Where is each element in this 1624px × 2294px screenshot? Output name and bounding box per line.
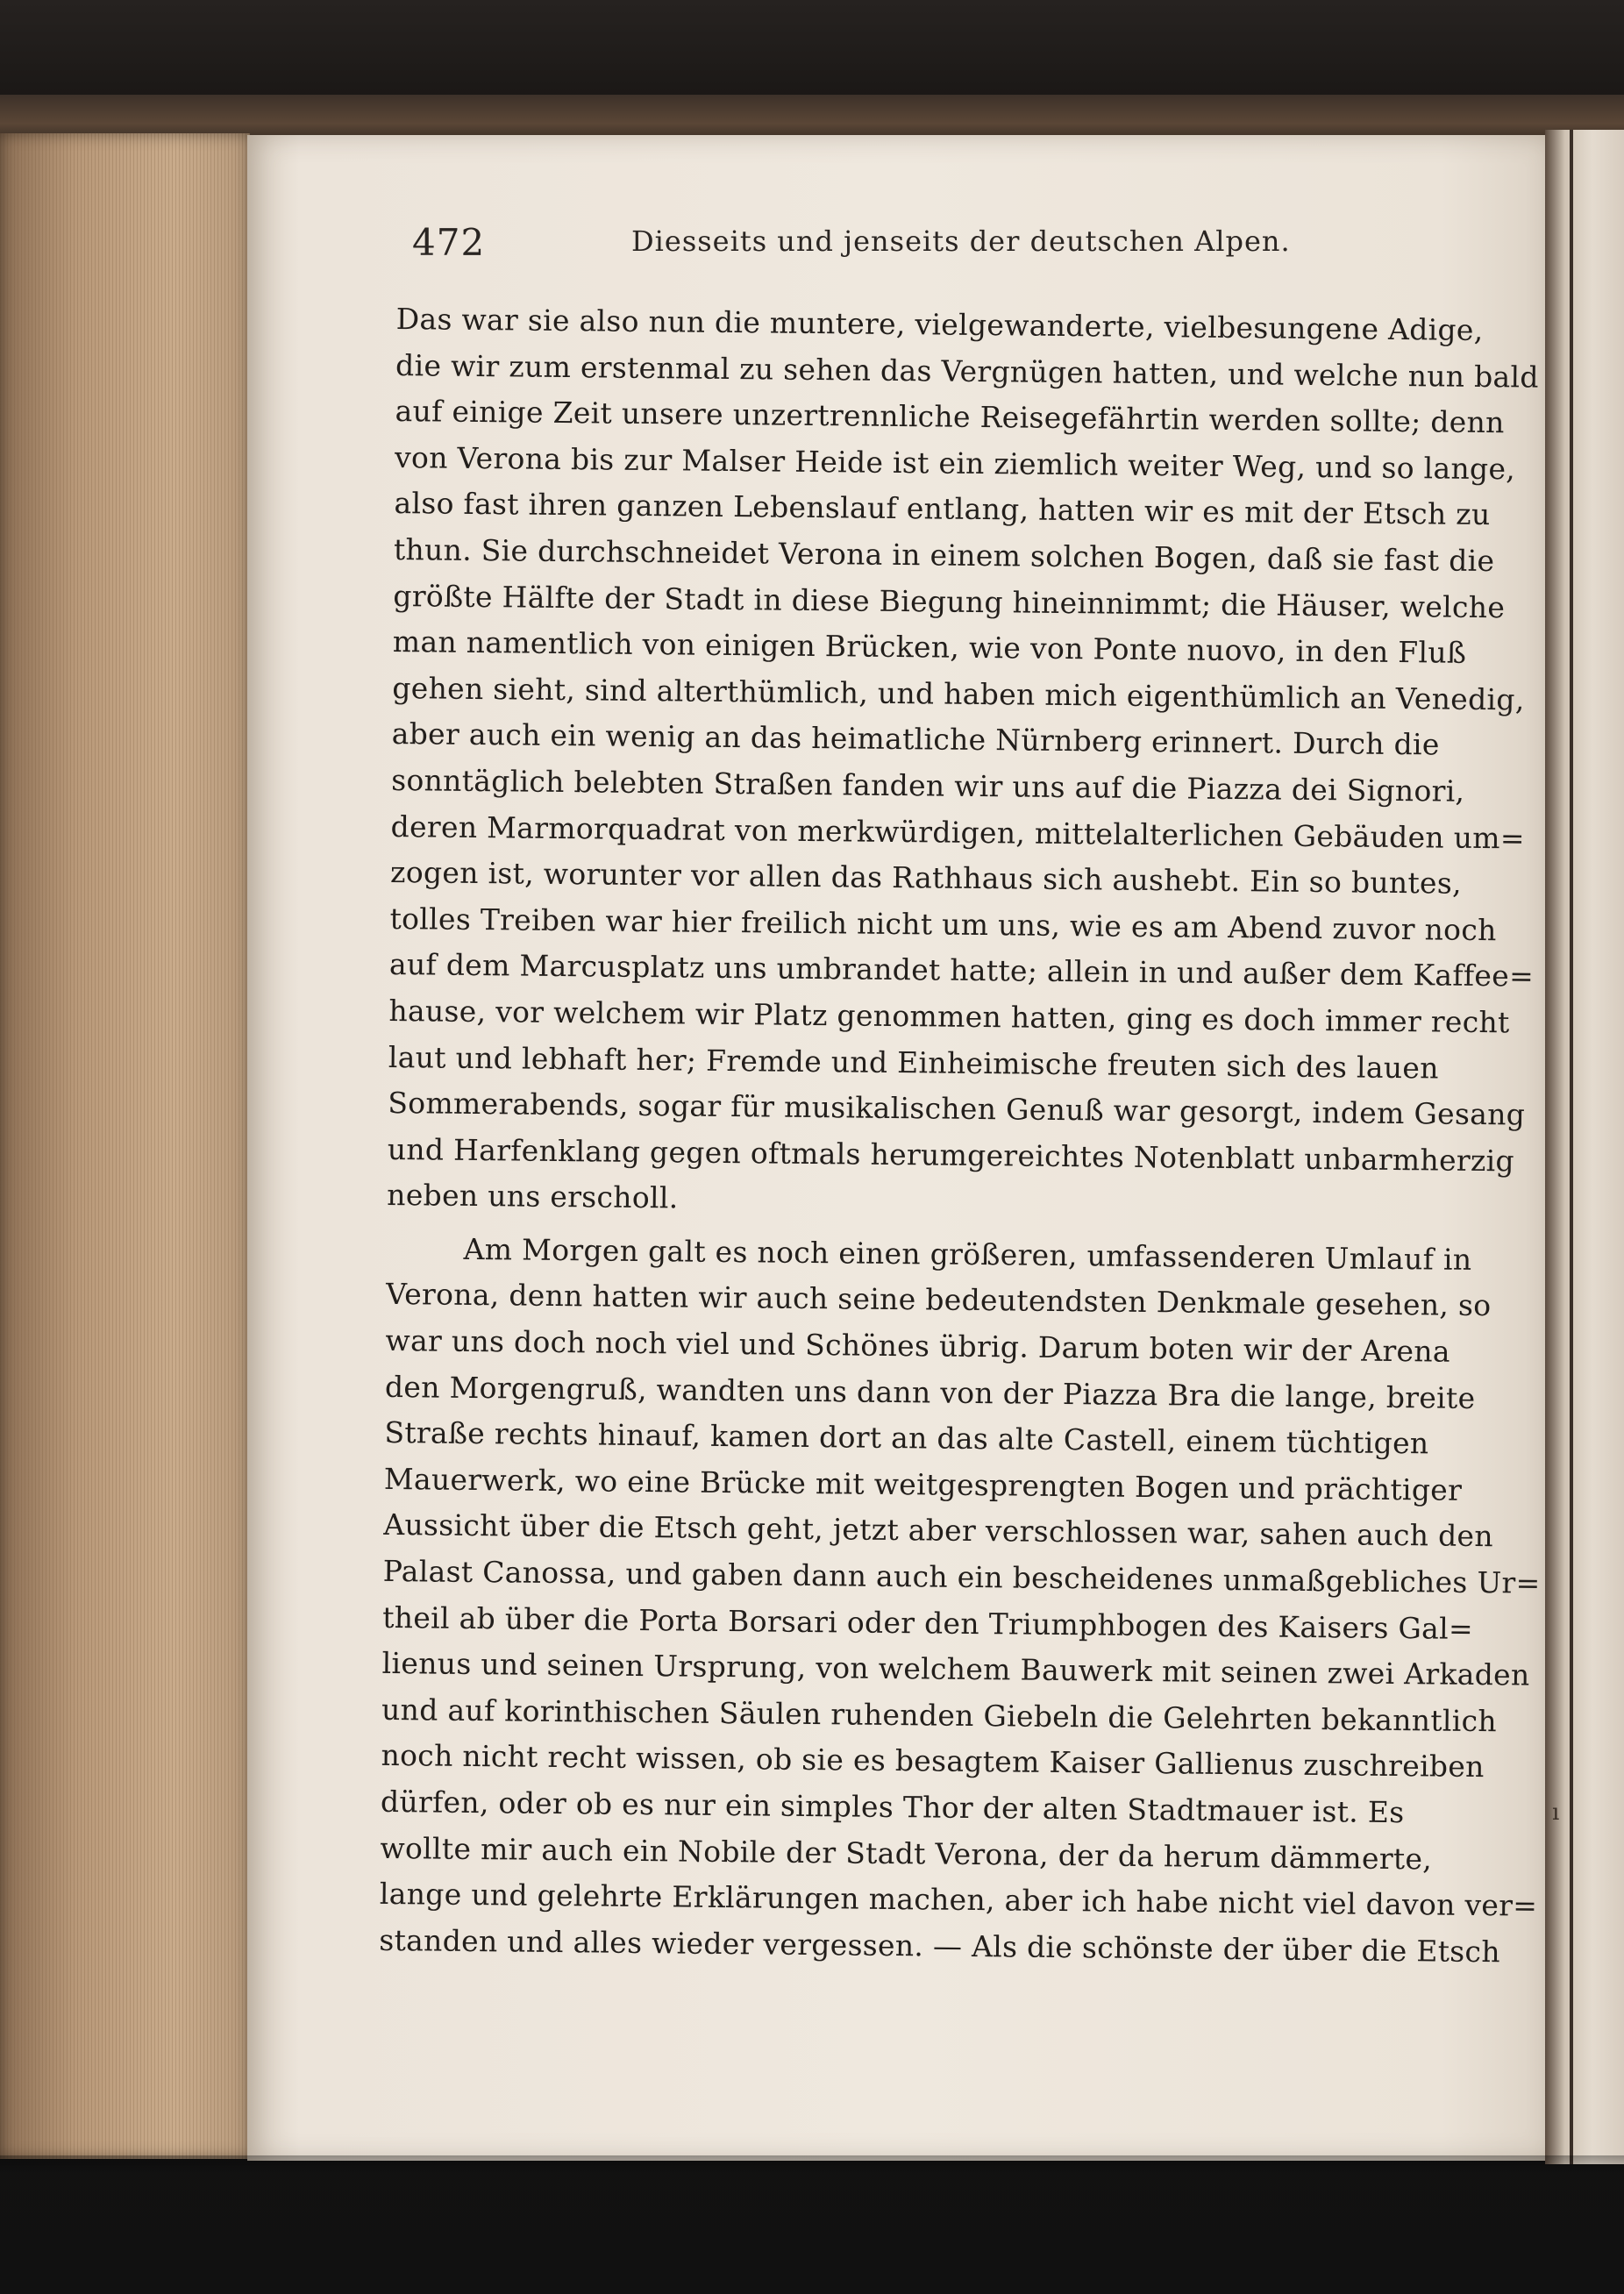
text-line: Straße rechts hinauf, kamen dort an das alte Castell, einem tüchtigen <box>384 1415 1429 1461</box>
page-edges <box>0 133 250 2159</box>
text-line: auf dem Marcusplatz uns umbrandet hatte; allein in und außer dem Kaffee= <box>388 947 1535 994</box>
running-title: Diesseits und jenseits der deutschen Alpen. <box>631 224 1291 258</box>
text-line: Am Morgen galt es noch einen größeren, umfassenderen Umlauf in <box>463 1231 1472 1277</box>
page-number: 472 <box>412 221 486 264</box>
text-line: und auf korinthischen Säulen ruhenden Giebeln die Gelehrten bekanntlich <box>381 1692 1498 1739</box>
text-line: Verona, denn hatten wir auch seine bedeutendsten Denkmale gesehen, so <box>385 1277 1492 1323</box>
text-line: tolles Treiben war hier freilich nicht um uns, wie es am Abend zuvor noch <box>389 901 1497 947</box>
text-line: auf einige Zeit unsere unzertrennliche Reisegefährtin werden sollte; denn <box>395 394 1505 440</box>
text-line: wollte mir auch ein Nobile der Stadt Verona, der da herum dämmerte, <box>380 1830 1433 1877</box>
text-line: hause, vor welchem wir Platz genommen hatten, ging es doch immer recht <box>388 993 1510 1040</box>
text-line: lange und gelehrte Erklärungen machen, aber ich habe nicht viel davon ver= <box>379 1877 1538 1923</box>
text-line: Sommerabends, sogar für musikalischen Genuß war gesorgt, indem Gesang <box>388 1086 1526 1132</box>
body-text <box>379 296 1541 1974</box>
text-line: zogen ist, worunter vor allen das Rathhaus sich aushebt. Ein so buntes, <box>389 855 1463 901</box>
text-line: größte Hälfte der Stadt in diese Biegung hineinnimmt; die Häuser, welche <box>393 578 1506 624</box>
text-line: thun. Sie durchschneidet Verona in einem solchen Bogen, daß sie fast die <box>393 531 1495 579</box>
next-page-edge <box>1545 130 1624 2164</box>
text-line: dürfen, oder ob es nur ein simples Thor der alten Stadtmauer ist. Es <box>380 1784 1405 1830</box>
page-bottom-shadow <box>0 2155 1624 2173</box>
paragraph <box>387 296 1540 1229</box>
text-line: von Verona bis zur Malser Heide ist ein ziemlich weiter Weg, und so lange, <box>394 439 1516 487</box>
paragraph <box>379 1226 1541 1975</box>
text-line: lienus und seinen Ursprung, von welchem Bauwerk mit seinen zwei Arkaden <box>381 1646 1530 1692</box>
text-line: sonntäglich belebten Straßen fanden wir uns auf die Piazza dei Signori, <box>391 762 1465 809</box>
text-line: und Harfenklang gegen oftmals herumgereichtes Notenblatt unbarmherzig <box>387 1131 1515 1179</box>
margin-mark: ı <box>1552 1799 1560 1826</box>
text-line: Mauerwerk, wo eine Brücke mit weitgesprengten Bogen und prächtiger <box>383 1461 1463 1507</box>
text-line: also fast ihren ganzen Lebenslauf entlang, hatten wir es mit der Etsch zu <box>394 486 1491 532</box>
text-line: den Morgengruß, wandten uns dann von der Piazza Bra die lange, breite <box>384 1369 1476 1415</box>
text-line: Palast Canossa, und gaben dann auch ein bescheidenes unmaßgebliches Ur= <box>382 1553 1541 1600</box>
text-line: aber auch ein wenig an das heimatliche Nürnberg erinnert. Durch die <box>391 716 1440 762</box>
text-line: deren Marmorquadrat von merkwürdigen, mittelalterlichen Gebäuden um= <box>390 809 1526 856</box>
text-line: war uns doch noch viel und Schönes übrig. Darum boten wir der Arena <box>385 1322 1451 1369</box>
text-line: man namentlich von einigen Brücken, wie von Ponte nuovo, in den Fluß <box>392 624 1467 670</box>
text-line: Aussicht über die Etsch geht, jetzt aber verschlossen war, sahen auch den <box>383 1507 1494 1554</box>
text-line: neben uns erscholl. <box>387 1178 679 1215</box>
text-line: laut und lebhaft her; Fremde und Einheimische freuten sich des lauen <box>388 1039 1439 1085</box>
text-line: Das war sie also nun die muntere, vielgewanderte, vielbesungene Adige, <box>395 301 1484 347</box>
text-line: die wir zum erstenmal zu sehen das Vergnügen hatten, und welche nun bald <box>395 347 1540 395</box>
text-line: standen und alles wieder vergessen. — Als die schönste der über die Etsch <box>379 1922 1501 1970</box>
text-line: theil ab über die Porta Borsari oder den Triumphbogen des Kaisers Gal= <box>382 1599 1474 1646</box>
text-line: gehen sieht, sind alterthümlich, und haben mich eigenthümlich an Venedig, <box>392 670 1525 717</box>
book-spine-shadow <box>1570 130 1573 2164</box>
text-line: noch nicht recht wissen, ob sie es besagtem Kaiser Gallienus zuschreiben <box>381 1738 1485 1785</box>
running-header <box>412 221 1289 274</box>
